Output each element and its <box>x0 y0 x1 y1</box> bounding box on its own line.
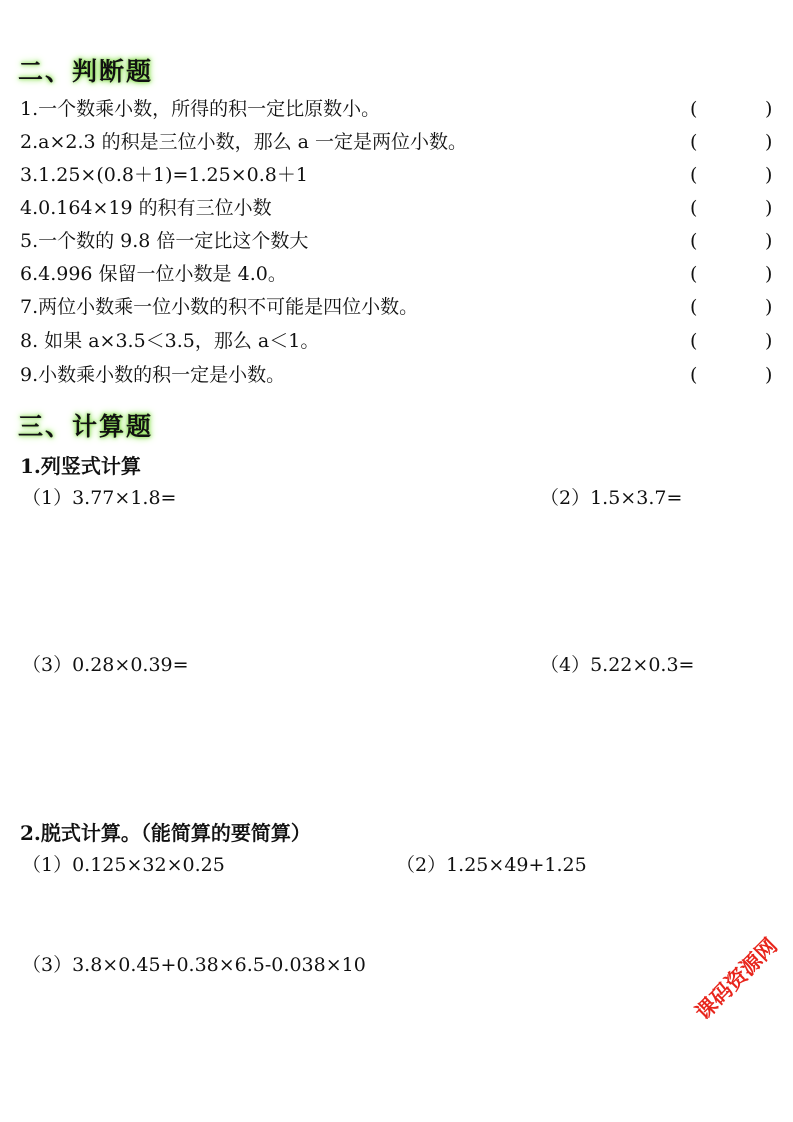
answer-paren-left: ( <box>690 330 698 352</box>
answer-paren-left: ( <box>690 98 698 120</box>
step-calc-problem-1: （1）0.125×32×0.25 <box>22 854 225 876</box>
judgement-question-1 <box>20 94 776 124</box>
judgement-question-6 <box>20 259 776 289</box>
question-text: 1.一个数乘小数，所得的积一定比原数小。 <box>20 98 381 120</box>
answer-paren-left: ( <box>690 263 698 285</box>
answer-paren-right: ) <box>765 330 773 352</box>
step-calc-problem-2: （2）1.25×49+1.25 <box>396 854 587 876</box>
judgement-question-4 <box>20 193 776 223</box>
question-text: 6.4.996 保留一位小数是 4.0。 <box>20 263 287 285</box>
question-text: 3.1.25×(0.8＋1)=1.25×0.8＋1 <box>20 164 308 186</box>
judgement-question-3 <box>20 160 776 190</box>
step-calc-problem-3: （3）3.8×0.45+0.38×6.5-0.038×10 <box>22 954 366 976</box>
answer-paren-left: ( <box>690 197 698 219</box>
answer-paren-right: ) <box>765 197 773 219</box>
vertical-calc-problem-3: （3）0.28×0.39= <box>22 654 189 676</box>
answer-paren-right: ) <box>765 230 773 252</box>
answer-paren-left: ( <box>690 230 698 252</box>
question-text: 4.0.164×19 的积有三位小数 <box>20 197 272 219</box>
answer-paren-right: ) <box>765 98 773 120</box>
vertical-calc-problem-4: （4）5.22×0.3= <box>540 654 695 676</box>
judgement-question-9 <box>20 360 776 390</box>
question-text: 7.两位小数乘一位小数的积不可能是四位小数。 <box>20 296 419 318</box>
answer-paren-right: ) <box>765 263 773 285</box>
vertical-calc-problem-2: （2）1.5×3.7= <box>540 487 683 509</box>
section2-title: 二、判断题 <box>18 57 154 86</box>
judgement-question-7 <box>20 292 776 322</box>
step-calc-title: 2.脱式计算。（能简算的要简算） <box>20 821 311 845</box>
question-text: 9.小数乘小数的积一定是小数。 <box>20 364 286 386</box>
judgement-question-5 <box>20 226 776 256</box>
judgement-question-2 <box>20 127 776 157</box>
judgement-question-8 <box>20 326 776 356</box>
watermark-stamp: 课码资源网 <box>690 933 783 1025</box>
answer-paren-right: ) <box>765 164 773 186</box>
vertical-calc-title: 1.列竖式计算 <box>20 454 141 478</box>
answer-paren-left: ( <box>690 164 698 186</box>
section3-title: 三、计算题 <box>18 412 154 441</box>
answer-paren-right: ) <box>765 131 773 153</box>
question-text: 2.a×2.3 的积是三位小数，那么 a 一定是两位小数。 <box>20 131 468 153</box>
answer-paren-right: ) <box>765 296 773 318</box>
answer-paren-left: ( <box>690 364 698 386</box>
answer-paren-right: ) <box>765 364 773 386</box>
vertical-calc-problem-1: （1）3.77×1.8= <box>22 487 177 509</box>
answer-paren-left: ( <box>690 131 698 153</box>
question-text: 5.一个数的 9.8 倍一定比这个数大 <box>20 230 309 252</box>
answer-paren-left: ( <box>690 296 698 318</box>
question-text: 8. 如果 a×3.5＜3.5，那么 a＜1。 <box>20 330 320 352</box>
